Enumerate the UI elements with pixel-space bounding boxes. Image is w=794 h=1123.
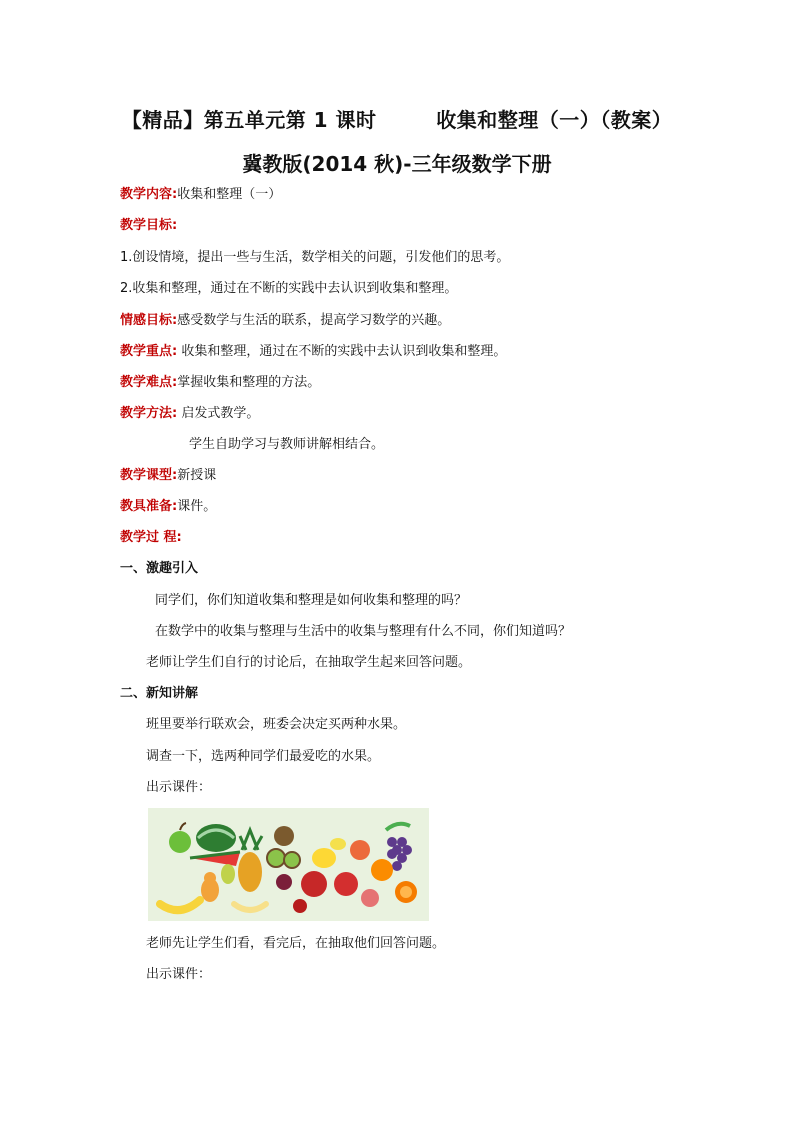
content-row xyxy=(120,186,281,204)
difficulty-row xyxy=(120,374,320,392)
method-row xyxy=(120,405,259,423)
difficulty-value: 掌握收集和整理的方法。 xyxy=(177,375,321,390)
document-subtitle: 冀教版(2014 秋)-三年级数学下册 xyxy=(242,152,552,176)
process-label: 教学过 程: xyxy=(120,530,182,545)
lesson-type-label: 教学课型: xyxy=(120,468,178,483)
method-label: 教学方法: xyxy=(120,406,178,421)
key-point-row xyxy=(120,343,506,361)
goals-row xyxy=(120,217,177,235)
goal-item-1: 1.创设情境，提出一些与生活，数学相关的问题，引发他们的思考。 xyxy=(120,250,510,265)
section1-paragraph-2: 在数学中的收集与整理与生活中的收集与整理有什么不同，你们知道吗？ xyxy=(155,624,572,639)
key-point-label: 教学重点: xyxy=(120,344,178,359)
method-value-2: 学生自助学习与教师讲解相结合。 xyxy=(189,437,385,452)
difficulty-label: 教学难点: xyxy=(120,375,178,390)
section2-paragraph-2: 调查一下，选两种同学们最爱吃的水果。 xyxy=(146,749,381,764)
section2-paragraph-3: 出示课件： xyxy=(146,780,212,795)
fruit-illustration xyxy=(148,808,429,921)
goals-label: 教学目标: xyxy=(120,218,178,233)
fruit-drawing xyxy=(148,808,429,921)
section2-paragraph-5: 出示课件： xyxy=(146,967,212,982)
process-row xyxy=(120,529,182,547)
document-title: 【精品】第五单元第 1 课时 收集和整理（一）（教案） xyxy=(121,108,673,132)
goal-item-2: 2.收集和整理，通过在不断的实践中去认识到收集和整理。 xyxy=(120,281,458,296)
section1-paragraph-3: 老师让学生们自行的讨论后，在抽取学生起来回答问题。 xyxy=(146,655,472,670)
section2-paragraph-4: 老师先让学生们看，看完后，在抽取他们回答问题。 xyxy=(146,936,446,951)
section2-heading: 二、新知讲解 xyxy=(120,686,199,701)
key-point-value: 收集和整理，通过在不断的实践中去认识到收集和整理。 xyxy=(181,344,507,359)
method-value: 启发式教学。 xyxy=(181,406,260,421)
content-value: 收集和整理（一） xyxy=(177,187,282,202)
emotion-label: 情感目标: xyxy=(120,313,178,328)
section1-paragraph-1: 同学们，你们知道收集和整理是如何收集和整理的吗？ xyxy=(155,593,468,608)
tools-label: 教具准备: xyxy=(120,499,178,514)
emotion-value: 感受数学与生活的联系，提高学习数学的兴趣。 xyxy=(177,313,451,328)
emotion-row xyxy=(120,312,450,330)
section1-heading: 一、激趣引入 xyxy=(120,561,199,576)
tools-value: 课件。 xyxy=(177,499,217,514)
content-label: 教学内容: xyxy=(120,187,178,202)
lesson-type-row xyxy=(120,467,216,485)
section2-paragraph-1: 班里要举行联欢会，班委会决定买两种水果。 xyxy=(146,717,407,732)
tools-row xyxy=(120,498,216,516)
lesson-type-value: 新授课 xyxy=(177,468,217,483)
